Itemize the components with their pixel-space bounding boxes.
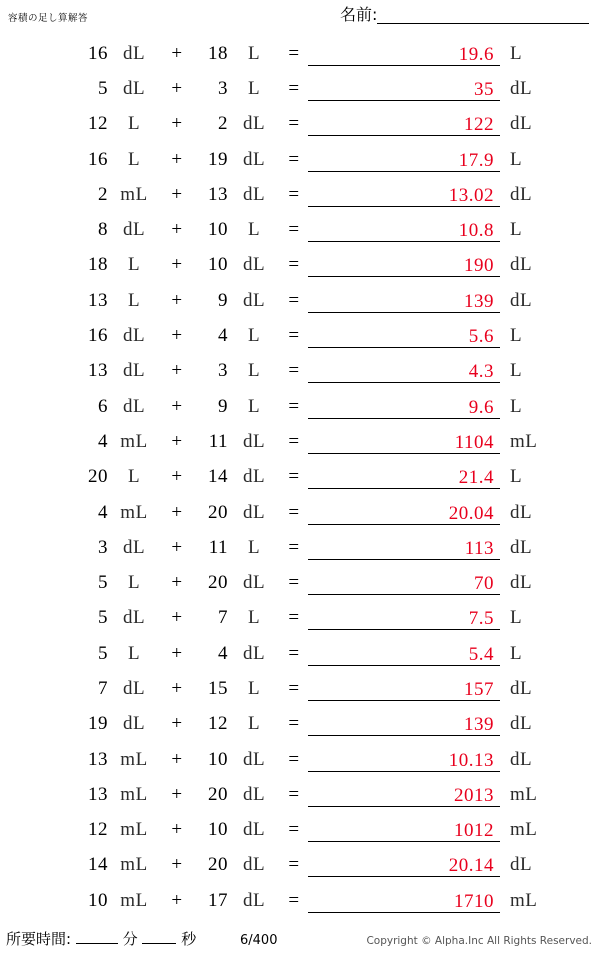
plus-icon: +: [171, 466, 183, 488]
answer-field[interactable]: [308, 816, 504, 844]
operand-1-unit: L: [127, 289, 141, 311]
equals-icon: =: [288, 42, 300, 64]
answer-underline: [308, 524, 500, 525]
equals-icon: =: [288, 183, 300, 205]
plus-icon: +: [171, 325, 183, 347]
operand-1-value: 13: [88, 783, 108, 805]
answer-unit: dL: [510, 254, 533, 276]
operand-2-unit: L: [247, 325, 261, 347]
problem-row: [0, 671, 600, 706]
equals-icon: =: [288, 642, 300, 664]
problem-row: [0, 283, 600, 318]
operand-2-unit: dL: [242, 501, 266, 523]
operand-1-value: 6: [98, 395, 108, 417]
answer-field[interactable]: [308, 181, 504, 209]
problem-row: [0, 354, 600, 389]
operand-2-value: 4: [218, 325, 228, 347]
operand-1-value: 20: [88, 466, 108, 488]
answer-value: 1104: [454, 431, 494, 453]
answer-underline: [308, 418, 500, 419]
operand-1-value: 10: [88, 889, 108, 911]
operand-2-value: 13: [208, 183, 228, 205]
answer-underline: [308, 665, 500, 666]
answer-unit: L: [510, 642, 523, 664]
equals-icon: =: [288, 748, 300, 770]
answer-value: 21.4: [458, 467, 494, 489]
answer-unit: dL: [510, 677, 533, 699]
answer-underline: [308, 312, 500, 313]
operand-2-value: 7: [218, 607, 228, 629]
operand-2-unit: dL: [242, 748, 266, 770]
answer-unit: L: [510, 395, 523, 417]
problem-row: [0, 742, 600, 777]
operand-2-unit: L: [247, 607, 261, 629]
plus-icon: +: [171, 607, 183, 629]
plus-icon: +: [171, 42, 183, 64]
answer-unit: mL: [510, 783, 538, 805]
answer-underline: [308, 700, 500, 701]
answer-unit: mL: [510, 889, 538, 911]
operand-2-value: 14: [208, 466, 228, 488]
answer-unit: dL: [510, 289, 533, 311]
answer-underline: [308, 488, 500, 489]
answer-value: 139: [464, 290, 494, 312]
answer-value: 139: [464, 714, 494, 736]
page-number: 6/400: [240, 933, 278, 948]
equals-icon: =: [288, 677, 300, 699]
operand-2-value: 11: [208, 536, 228, 558]
elapsed-time-label: 所要時間:: [6, 930, 72, 948]
worksheet-footer: [0, 923, 600, 951]
plus-icon: +: [171, 254, 183, 276]
problem-row: [0, 707, 600, 742]
operand-2-value: 10: [208, 748, 228, 770]
answer-value: 2013: [454, 784, 494, 806]
answer-unit: dL: [510, 183, 533, 205]
operand-1-value: 13: [88, 748, 108, 770]
answer-unit: dL: [510, 854, 533, 876]
operand-1-value: 2: [98, 183, 108, 205]
operand-2-value: 20: [208, 783, 228, 805]
operand-1-unit: dL: [122, 395, 146, 417]
answer-value: 10.13: [448, 749, 494, 771]
operand-2-unit: dL: [242, 889, 266, 911]
problem-row: [0, 212, 600, 247]
answer-value: 1012: [454, 820, 494, 842]
equals-icon: =: [288, 536, 300, 558]
operand-2-value: 10: [208, 219, 228, 241]
operand-1-value: 12: [88, 819, 108, 841]
operand-1-unit: dL: [122, 607, 146, 629]
plus-icon: +: [171, 783, 183, 805]
plus-icon: +: [171, 289, 183, 311]
operand-2-unit: dL: [242, 148, 266, 170]
answer-unit: L: [510, 607, 523, 629]
answer-field[interactable]: [308, 146, 504, 174]
problem-row: [0, 601, 600, 636]
operand-1-value: 16: [88, 42, 108, 64]
operand-1-unit: L: [127, 113, 141, 135]
operand-2-value: 9: [218, 395, 228, 417]
operand-1-unit: mL: [120, 819, 148, 841]
answer-underline: [308, 65, 500, 66]
answer-unit: dL: [510, 501, 533, 523]
operand-1-value: 18: [88, 254, 108, 276]
answer-field[interactable]: [308, 675, 504, 703]
answer-unit: dL: [510, 113, 533, 135]
answer-underline: [308, 876, 500, 877]
operand-1-unit: dL: [122, 677, 146, 699]
operand-2-unit: dL: [242, 572, 266, 594]
plus-icon: +: [171, 183, 183, 205]
answer-field[interactable]: [308, 251, 504, 279]
answer-underline: [308, 241, 500, 242]
operand-2-unit: dL: [242, 854, 266, 876]
name-input-blank[interactable]: [377, 6, 589, 24]
answer-underline: [308, 453, 500, 454]
problem-row: [0, 777, 600, 812]
minutes-blank[interactable]: [76, 943, 118, 944]
operand-1-unit: mL: [120, 501, 148, 523]
answer-unit: L: [510, 325, 523, 347]
answer-underline: [308, 347, 500, 348]
operand-2-value: 19: [208, 148, 228, 170]
operand-1-unit: mL: [120, 430, 148, 452]
problem-row: [0, 530, 600, 565]
answer-unit: mL: [510, 430, 538, 452]
answer-underline: [308, 771, 500, 772]
equals-icon: =: [288, 360, 300, 382]
operand-1-unit: dL: [122, 219, 146, 241]
operand-2-unit: L: [247, 677, 261, 699]
equals-icon: =: [288, 713, 300, 735]
operand-2-unit: L: [247, 42, 261, 64]
problem-row: [0, 389, 600, 424]
problem-row: [0, 142, 600, 177]
operand-2-unit: dL: [242, 289, 266, 311]
operand-2-value: 3: [218, 360, 228, 382]
operand-1-unit: dL: [122, 325, 146, 347]
answer-field[interactable]: [308, 287, 504, 315]
answer-value: 35: [474, 78, 494, 100]
operand-1-unit: dL: [122, 77, 146, 99]
equals-icon: =: [288, 325, 300, 347]
plus-icon: +: [171, 219, 183, 241]
operand-1-unit: mL: [120, 889, 148, 911]
plus-icon: +: [171, 572, 183, 594]
operand-1-value: 16: [88, 148, 108, 170]
equals-icon: =: [288, 430, 300, 452]
problem-row: [0, 813, 600, 848]
operand-1-value: 5: [98, 607, 108, 629]
seconds-unit-label: 秒: [181, 930, 197, 948]
operand-2-unit: dL: [242, 254, 266, 276]
plus-icon: +: [171, 713, 183, 735]
answer-field[interactable]: [308, 499, 504, 527]
answer-underline: [308, 382, 500, 383]
answer-field[interactable]: [308, 746, 504, 774]
operand-2-value: 20: [208, 572, 228, 594]
answer-underline: [308, 135, 500, 136]
operand-1-value: 19: [88, 713, 108, 735]
plus-icon: +: [171, 642, 183, 664]
answer-unit: dL: [510, 77, 533, 99]
answer-field[interactable]: [308, 322, 504, 350]
answer-underline: [308, 100, 500, 101]
operand-1-value: 14: [88, 854, 108, 876]
answer-value: 19.6: [458, 43, 494, 65]
equals-icon: =: [288, 607, 300, 629]
operand-2-unit: dL: [242, 642, 266, 664]
plus-icon: +: [171, 819, 183, 841]
operand-1-unit: dL: [122, 360, 146, 382]
operand-1-value: 4: [98, 501, 108, 523]
answer-field[interactable]: [308, 887, 504, 915]
operand-2-value: 20: [208, 854, 228, 876]
answer-field[interactable]: [308, 569, 504, 597]
operand-1-value: 7: [98, 677, 108, 699]
answer-field[interactable]: [308, 534, 504, 562]
operand-1-unit: dL: [122, 713, 146, 735]
plus-icon: +: [171, 854, 183, 876]
answer-value: 4.3: [468, 361, 494, 383]
equals-icon: =: [288, 501, 300, 523]
operand-2-value: 10: [208, 254, 228, 276]
operand-1-value: 8: [98, 219, 108, 241]
problem-row: [0, 636, 600, 671]
answer-value: 20.14: [448, 855, 494, 877]
equals-icon: =: [288, 219, 300, 241]
problem-row: [0, 424, 600, 459]
operand-2-unit: L: [247, 395, 261, 417]
answer-field[interactable]: [308, 604, 504, 632]
answer-underline: [308, 276, 500, 277]
answer-field[interactable]: [308, 781, 504, 809]
operand-2-unit: dL: [242, 466, 266, 488]
answer-field[interactable]: [308, 463, 504, 491]
operand-2-unit: L: [247, 77, 261, 99]
equals-icon: =: [288, 466, 300, 488]
operand-1-unit: mL: [120, 783, 148, 805]
problem-row: [0, 565, 600, 600]
answer-field[interactable]: [308, 640, 504, 668]
plus-icon: +: [171, 148, 183, 170]
problem-row: [0, 107, 600, 142]
answer-underline: [308, 629, 500, 630]
answer-field[interactable]: [308, 428, 504, 456]
equals-icon: =: [288, 854, 300, 876]
operand-1-value: 12: [88, 113, 108, 135]
seconds-blank[interactable]: [142, 943, 176, 944]
answer-field[interactable]: [308, 393, 504, 421]
answer-field[interactable]: [308, 851, 504, 879]
operand-1-unit: L: [127, 148, 141, 170]
equals-icon: =: [288, 77, 300, 99]
plus-icon: +: [171, 889, 183, 911]
problem-row: [0, 883, 600, 918]
operand-1-value: 5: [98, 572, 108, 594]
answer-value: 7.5: [468, 608, 494, 630]
page-title: 容積の足し算解答: [8, 13, 89, 24]
equals-icon: =: [288, 289, 300, 311]
plus-icon: +: [171, 677, 183, 699]
answer-unit: dL: [510, 536, 533, 558]
worksheet-header: [0, 0, 600, 34]
operand-1-unit: L: [127, 466, 141, 488]
answer-unit: L: [510, 42, 523, 64]
answer-value: 13.02: [448, 184, 494, 206]
answer-value: 70: [474, 573, 494, 595]
answer-value: 5.6: [468, 326, 494, 348]
operand-2-unit: dL: [242, 113, 266, 135]
answer-field[interactable]: [308, 110, 504, 138]
problem-row: [0, 460, 600, 495]
operand-1-unit: dL: [122, 536, 146, 558]
operand-1-value: 13: [88, 289, 108, 311]
problem-row: [0, 848, 600, 883]
answer-value: 1710: [454, 890, 494, 912]
equals-icon: =: [288, 783, 300, 805]
operand-2-value: 4: [218, 642, 228, 664]
operand-1-value: 16: [88, 325, 108, 347]
equals-icon: =: [288, 254, 300, 276]
answer-value: 17.9: [458, 149, 494, 171]
operand-2-value: 15: [208, 677, 228, 699]
equals-icon: =: [288, 819, 300, 841]
operand-1-unit: L: [127, 642, 141, 664]
plus-icon: +: [171, 360, 183, 382]
operand-1-value: 3: [98, 536, 108, 558]
operand-1-value: 4: [98, 430, 108, 452]
operand-2-value: 11: [208, 430, 228, 452]
operand-2-unit: dL: [242, 783, 266, 805]
answer-underline: [308, 171, 500, 172]
answer-underline: [308, 912, 500, 913]
problem-list: [0, 36, 600, 918]
answer-value: 20.04: [448, 502, 494, 524]
operand-2-value: 3: [218, 77, 228, 99]
answer-unit: L: [510, 219, 523, 241]
equals-icon: =: [288, 113, 300, 135]
name-label: 名前:: [340, 5, 378, 24]
operand-1-value: 13: [88, 360, 108, 382]
operand-1-value: 5: [98, 642, 108, 664]
operand-1-unit: mL: [120, 748, 148, 770]
operand-2-unit: dL: [242, 183, 266, 205]
operand-1-unit: L: [127, 254, 141, 276]
operand-2-value: 20: [208, 501, 228, 523]
answer-underline: [308, 735, 500, 736]
problem-row: [0, 495, 600, 530]
answer-underline: [308, 841, 500, 842]
operand-1-unit: L: [127, 572, 141, 594]
operand-1-value: 5: [98, 77, 108, 99]
answer-underline: [308, 559, 500, 560]
problem-row: [0, 71, 600, 106]
answer-field[interactable]: [308, 216, 504, 244]
plus-icon: +: [171, 430, 183, 452]
problem-row: [0, 177, 600, 212]
equals-icon: =: [288, 889, 300, 911]
plus-icon: +: [171, 395, 183, 417]
operand-2-unit: dL: [242, 819, 266, 841]
problem-row: [0, 318, 600, 353]
operand-2-unit: L: [247, 360, 261, 382]
answer-value: 190: [464, 255, 494, 277]
plus-icon: +: [171, 748, 183, 770]
name-area: [340, 6, 589, 24]
plus-icon: +: [171, 113, 183, 135]
operand-2-unit: dL: [242, 430, 266, 452]
equals-icon: =: [288, 395, 300, 417]
answer-unit: L: [510, 148, 523, 170]
answer-field[interactable]: [308, 75, 504, 103]
answer-value: 157: [464, 678, 494, 700]
plus-icon: +: [171, 77, 183, 99]
answer-unit: mL: [510, 819, 538, 841]
operand-2-unit: L: [247, 219, 261, 241]
operand-1-unit: mL: [120, 854, 148, 876]
answer-value: 9.6: [468, 396, 494, 418]
operand-2-unit: L: [247, 713, 261, 735]
answer-underline: [308, 594, 500, 595]
operand-2-unit: L: [247, 536, 261, 558]
elapsed-time-field: [6, 928, 196, 949]
answer-unit: L: [510, 466, 523, 488]
answer-unit: dL: [510, 748, 533, 770]
answer-field[interactable]: [308, 40, 504, 68]
answer-field[interactable]: [308, 710, 504, 738]
plus-icon: +: [171, 536, 183, 558]
plus-icon: +: [171, 501, 183, 523]
answer-unit: dL: [510, 713, 533, 735]
answer-value: 113: [464, 537, 494, 559]
answer-value: 10.8: [458, 220, 494, 242]
operand-2-value: 10: [208, 819, 228, 841]
operand-2-value: 9: [218, 289, 228, 311]
operand-1-unit: mL: [120, 183, 148, 205]
answer-unit: L: [510, 360, 523, 382]
operand-2-value: 12: [208, 713, 228, 735]
problem-row: [0, 248, 600, 283]
equals-icon: =: [288, 148, 300, 170]
copyright-notice: Copyright © Alpha.Inc All Rights Reserved.: [366, 935, 592, 947]
answer-value: 5.4: [468, 643, 494, 665]
operand-2-value: 18: [208, 42, 228, 64]
answer-underline: [308, 806, 500, 807]
answer-value: 122: [464, 114, 494, 136]
operand-2-value: 2: [218, 113, 228, 135]
minutes-unit-label: 分: [122, 930, 138, 948]
answer-unit: dL: [510, 572, 533, 594]
problem-row: [0, 36, 600, 71]
answer-underline: [308, 206, 500, 207]
equals-icon: =: [288, 572, 300, 594]
operand-2-value: 17: [208, 889, 228, 911]
operand-1-unit: dL: [122, 42, 146, 64]
answer-field[interactable]: [308, 357, 504, 385]
